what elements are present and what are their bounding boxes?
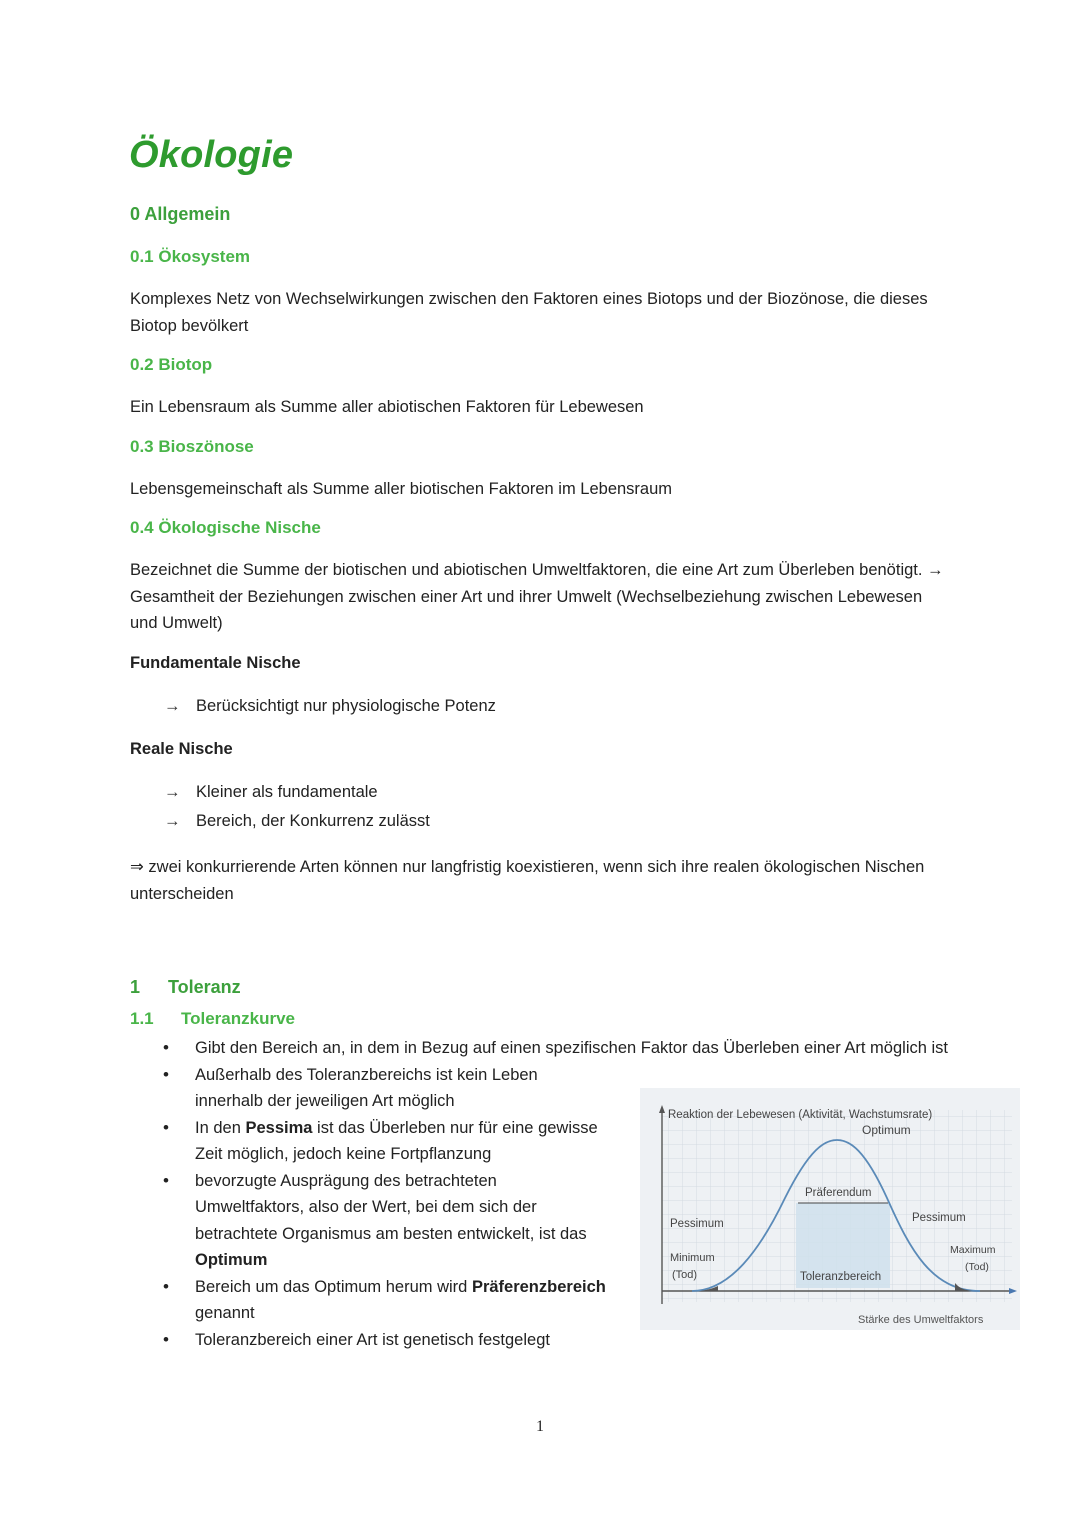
text-oekologische-nische: Bezeichnet die Summe der biotischen und abiotischen Umweltfaktoren, die eine Art zum Überleben benötigt. → Gesamtheit der Beziehungen zwischen einer Art und ihrer Umwelt (Wechselbeziehung zwischen Lebewesen und Umwelt) — [130, 561, 944, 632]
label-reale-nische: Reale Nische — [130, 740, 233, 758]
text-bioszoenose: Lebensgemeinschaft als Summe aller biotischen Faktoren im Lebensraum — [130, 480, 673, 498]
label-maximum: Maximum — [950, 1244, 996, 1256]
x-axis-label: Stärke des Umweltfaktors — [858, 1314, 984, 1326]
list-item: → Berücksichtigt nur physiologische Potenz — [164, 697, 496, 715]
heading-bioszoenose: 0.3 Bioszönose — [130, 437, 254, 456]
label-optimum: Optimum — [862, 1123, 911, 1137]
arrow-right-icon: → — [164, 697, 181, 715]
text-conclusion: ⇒ zwei konkurrierende Arten können nur langfristig koexistieren, wenn sich ihre realen ökologischen Nischen unterscheiden — [130, 858, 925, 903]
heading-biotop: 0.2 Biotop — [130, 355, 213, 374]
page-number: 1 — [536, 1418, 544, 1435]
label-minimum: Minimum — [670, 1252, 715, 1264]
heading-toleranz: 1 Toleranz — [130, 977, 241, 997]
list-item: • bevorzugte Ausprägung des betrachteten Umweltfaktors, also der Wert, bei dem sich der betrachtete Organismus am besten entwickelt, ist das Optimum — [160, 1168, 610, 1274]
page-title: Ökologie — [129, 134, 294, 176]
arrow-right-icon: → — [164, 812, 181, 830]
label-maximum-tod: (Tod) — [965, 1261, 989, 1273]
heading-oekosystem: 0.1 Ökosystem — [130, 247, 251, 266]
list-item: • Bereich um das Optimum herum wird Präferenzbereich genannt — [160, 1274, 610, 1327]
label-pessimum-left: Pessimum — [670, 1218, 724, 1230]
heading-toleranzkurve: 1.1 Toleranzkurve — [130, 1009, 296, 1028]
arrow-right-icon: → — [164, 783, 181, 801]
list-item: • Außerhalb des Toleranzbereichs ist kein Leben innerhalb der jeweiligen Art möglich — [160, 1062, 610, 1115]
label-pessimum-right: Pessimum — [912, 1212, 966, 1224]
label-toleranzbereich: Toleranzbereich — [800, 1271, 882, 1283]
tolerance-curve-figure — [640, 1088, 1020, 1330]
list-item: • Toleranzbereich einer Art ist genetisch festgelegt — [160, 1327, 610, 1354]
label-praeferendum: Präferendum — [805, 1187, 872, 1199]
text-biotop: Ein Lebensraum als Summe aller abiotischen Faktoren für Lebewesen — [130, 398, 644, 416]
list-item: • Gibt den Bereich an, in dem in Bezug auf einen spezifischen Faktor das Überleben einer Art möglich ist — [160, 1035, 965, 1062]
text-oekosystem: Komplexes Netz von Wechselwirkungen zwischen den Faktoren eines Biotops und der Biozönose, die dieses Biotop bevölkert — [130, 290, 928, 335]
list-item: • In den Pessima ist das Überleben nur für eine gewisse Zeit möglich, jedoch keine Fortpflanzung — [160, 1115, 610, 1168]
y-axis-label: Reaktion der Lebewesen (Aktivität, Wachstumsrate) — [668, 1109, 933, 1121]
list-item: → Kleiner als fundamentale — [164, 783, 378, 801]
label-minimum-tod: (Tod) — [672, 1269, 698, 1281]
label-fundamentale-nische: Fundamentale Nische — [130, 654, 301, 672]
list-item: → Bereich, der Konkurrenz zulässt — [164, 812, 430, 830]
heading-oekologische-nische: 0.4 Ökologische Nische — [130, 518, 321, 537]
heading-allgemein: 0 Allgemein — [130, 204, 231, 224]
